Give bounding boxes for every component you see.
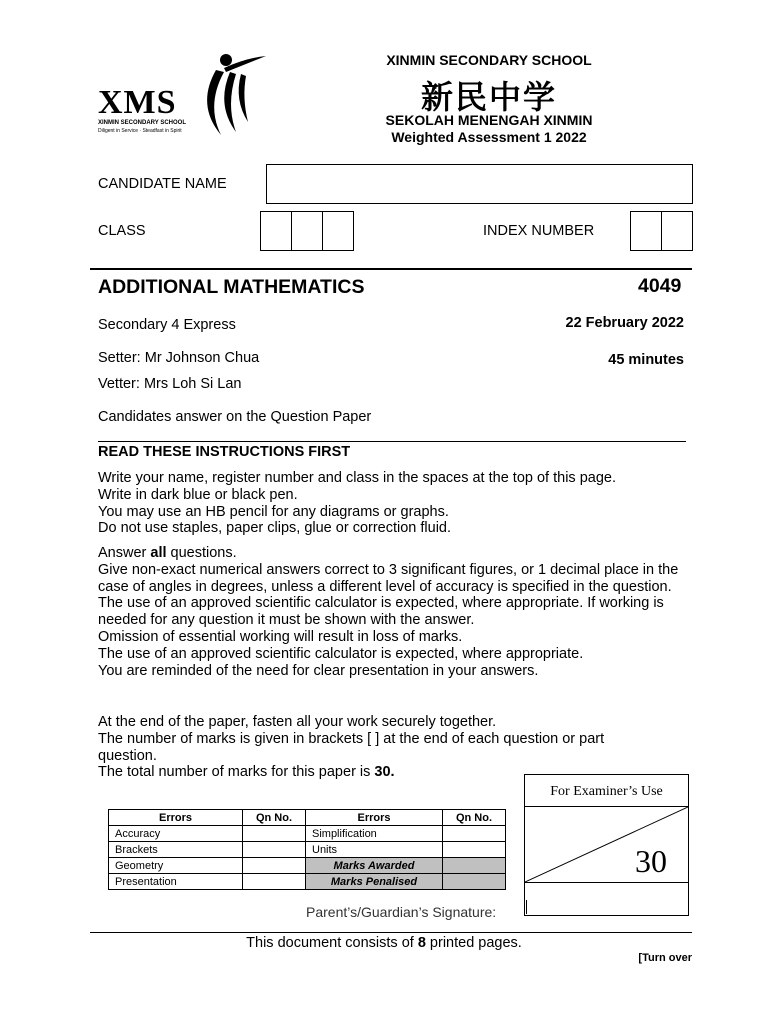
divider <box>90 932 692 933</box>
turn-over: [Turn over <box>638 952 692 964</box>
signature-label: Parent’s/Guardian’s Signature: <box>306 904 497 920</box>
candidate-name-label: CANDIDATE NAME <box>98 176 227 192</box>
instruction-line: At the end of the paper, fasten all your work securely together. <box>98 714 497 730</box>
index-cell[interactable] <box>630 211 662 251</box>
assessment-title: Weighted Assessment 1 2022 <box>391 129 587 145</box>
footer-post: printed pages. <box>425 935 522 951</box>
logo-abbrev: XMS <box>98 84 177 121</box>
school-name-zh: 新民中学 <box>420 78 557 116</box>
table-cell: Geometry <box>109 858 243 874</box>
instruction-answer <box>98 545 694 562</box>
table-header: Qn No. <box>243 810 306 826</box>
answer-pre: Answer <box>98 545 151 561</box>
class-cell[interactable] <box>260 211 292 251</box>
table-header-row <box>109 810 506 826</box>
class-cell[interactable] <box>322 211 354 251</box>
table-cell: Presentation <box>109 874 243 890</box>
class-field[interactable] <box>260 211 354 251</box>
table-cell: Simplification <box>306 826 443 842</box>
table-cell[interactable] <box>243 842 306 858</box>
table-row <box>109 842 506 858</box>
table-cell[interactable] <box>443 874 506 890</box>
footer-pre: This document consists of <box>246 935 418 951</box>
subject-title: ADDITIONAL MATHEMATICS <box>98 276 365 298</box>
index-cell[interactable] <box>661 211 693 251</box>
instruction-line: Omission of essential working will result in loss of marks. <box>98 628 463 645</box>
table-cell[interactable] <box>243 858 306 874</box>
answer-bold: all <box>150 545 167 561</box>
table-header: Errors <box>109 810 243 826</box>
school-name-en: XINMIN SECONDARY SCHOOL <box>386 52 592 68</box>
instruction-line: The use of an approved scientific calculator is expected, where appropriate. If working is needed for any question it must be shown with the answer. <box>98 595 664 629</box>
divider <box>90 268 692 270</box>
instruction-line: The number of marks is given in brackets [ ] at the end of each question or part question. <box>98 730 605 764</box>
instructions-block-b <box>98 545 694 679</box>
index-number-label: INDEX NUMBER <box>483 223 595 239</box>
answer-post: questions. <box>166 545 237 561</box>
index-number-field[interactable] <box>630 211 693 251</box>
level: Secondary 4 Express <box>98 317 236 333</box>
divider <box>525 882 688 883</box>
exam-date: 22 February 2022 <box>565 315 684 331</box>
footer-page-count <box>0 935 768 951</box>
table-row <box>109 874 506 890</box>
instructions-heading: READ THESE INSTRUCTIONS FIRST <box>98 444 351 460</box>
table-row <box>109 858 506 874</box>
logo-swirl-icon <box>186 50 276 140</box>
total-pre: The total number of marks for this paper is <box>98 764 375 781</box>
examiner-title: For Examiner’s Use <box>550 784 663 799</box>
logo-motto: Diligent in Service · Steadfast in Spirit <box>98 128 182 134</box>
examiner-box <box>524 774 689 916</box>
class-cell[interactable] <box>291 211 323 251</box>
duration: 45 minutes <box>608 352 684 368</box>
table-row <box>109 826 506 842</box>
table-cell[interactable] <box>243 874 306 890</box>
table-cell-marks-penalised: Marks Penalised <box>306 874 443 890</box>
table-cell: Accuracy <box>109 826 243 842</box>
candidate-name-field[interactable] <box>266 164 693 204</box>
instruction-line: Write your name, register number and class in the spaces at the top of this page. <box>98 470 616 486</box>
table-cell[interactable] <box>443 842 506 858</box>
vetter: Vetter: Mrs Loh Si Lan <box>98 376 242 392</box>
instruction-line: Give non-exact numerical answers correct to 3 significant figures, or 1 decimal place in the case of angles in degrees, unless a different level of accuracy is specified in the question. <box>98 561 679 595</box>
setter: Setter: Mr Johnson Chua <box>98 350 260 366</box>
table-cell: Brackets <box>109 842 243 858</box>
table-header: Errors <box>306 810 443 826</box>
instruction-line: You may use an HB pencil for any diagrams or graphs. <box>98 503 449 520</box>
footer-pages: 8 <box>417 935 426 951</box>
examiner-total: 30 <box>635 843 667 879</box>
answer-note: Candidates answer on the Question Paper <box>98 409 372 425</box>
signature-field[interactable] <box>526 900 527 914</box>
class-label: CLASS <box>98 223 146 239</box>
table-cell[interactable] <box>243 826 306 842</box>
paper-code: 4049 <box>638 275 682 297</box>
instruction-line: Do not use staples, paper clips, glue or correction fluid. <box>98 520 452 537</box>
table-header: Qn No. <box>443 810 506 826</box>
table-cell[interactable] <box>443 826 506 842</box>
instructions-block-a <box>98 470 694 537</box>
instruction-line: Write in dark blue or black pen. <box>98 486 298 503</box>
errors-table <box>108 809 506 890</box>
instruction-line: The use of an approved scientific calculator is expected, where appropriate. <box>98 645 584 662</box>
instruction-line: You are reminded of the need for clear presentation in your answers. <box>98 662 539 679</box>
school-logo <box>98 50 268 140</box>
logo-school-name: XINMIN SECONDARY SCHOOL <box>98 120 187 126</box>
table-cell[interactable] <box>443 858 506 874</box>
divider <box>98 441 686 442</box>
instructions-block-c <box>98 714 658 781</box>
table-cell: Units <box>306 842 443 858</box>
total-value: 30. <box>374 764 395 781</box>
table-cell-marks-awarded: Marks Awarded <box>306 858 443 874</box>
school-name-ms: SEKOLAH MENENGAH XINMIN <box>385 112 593 128</box>
